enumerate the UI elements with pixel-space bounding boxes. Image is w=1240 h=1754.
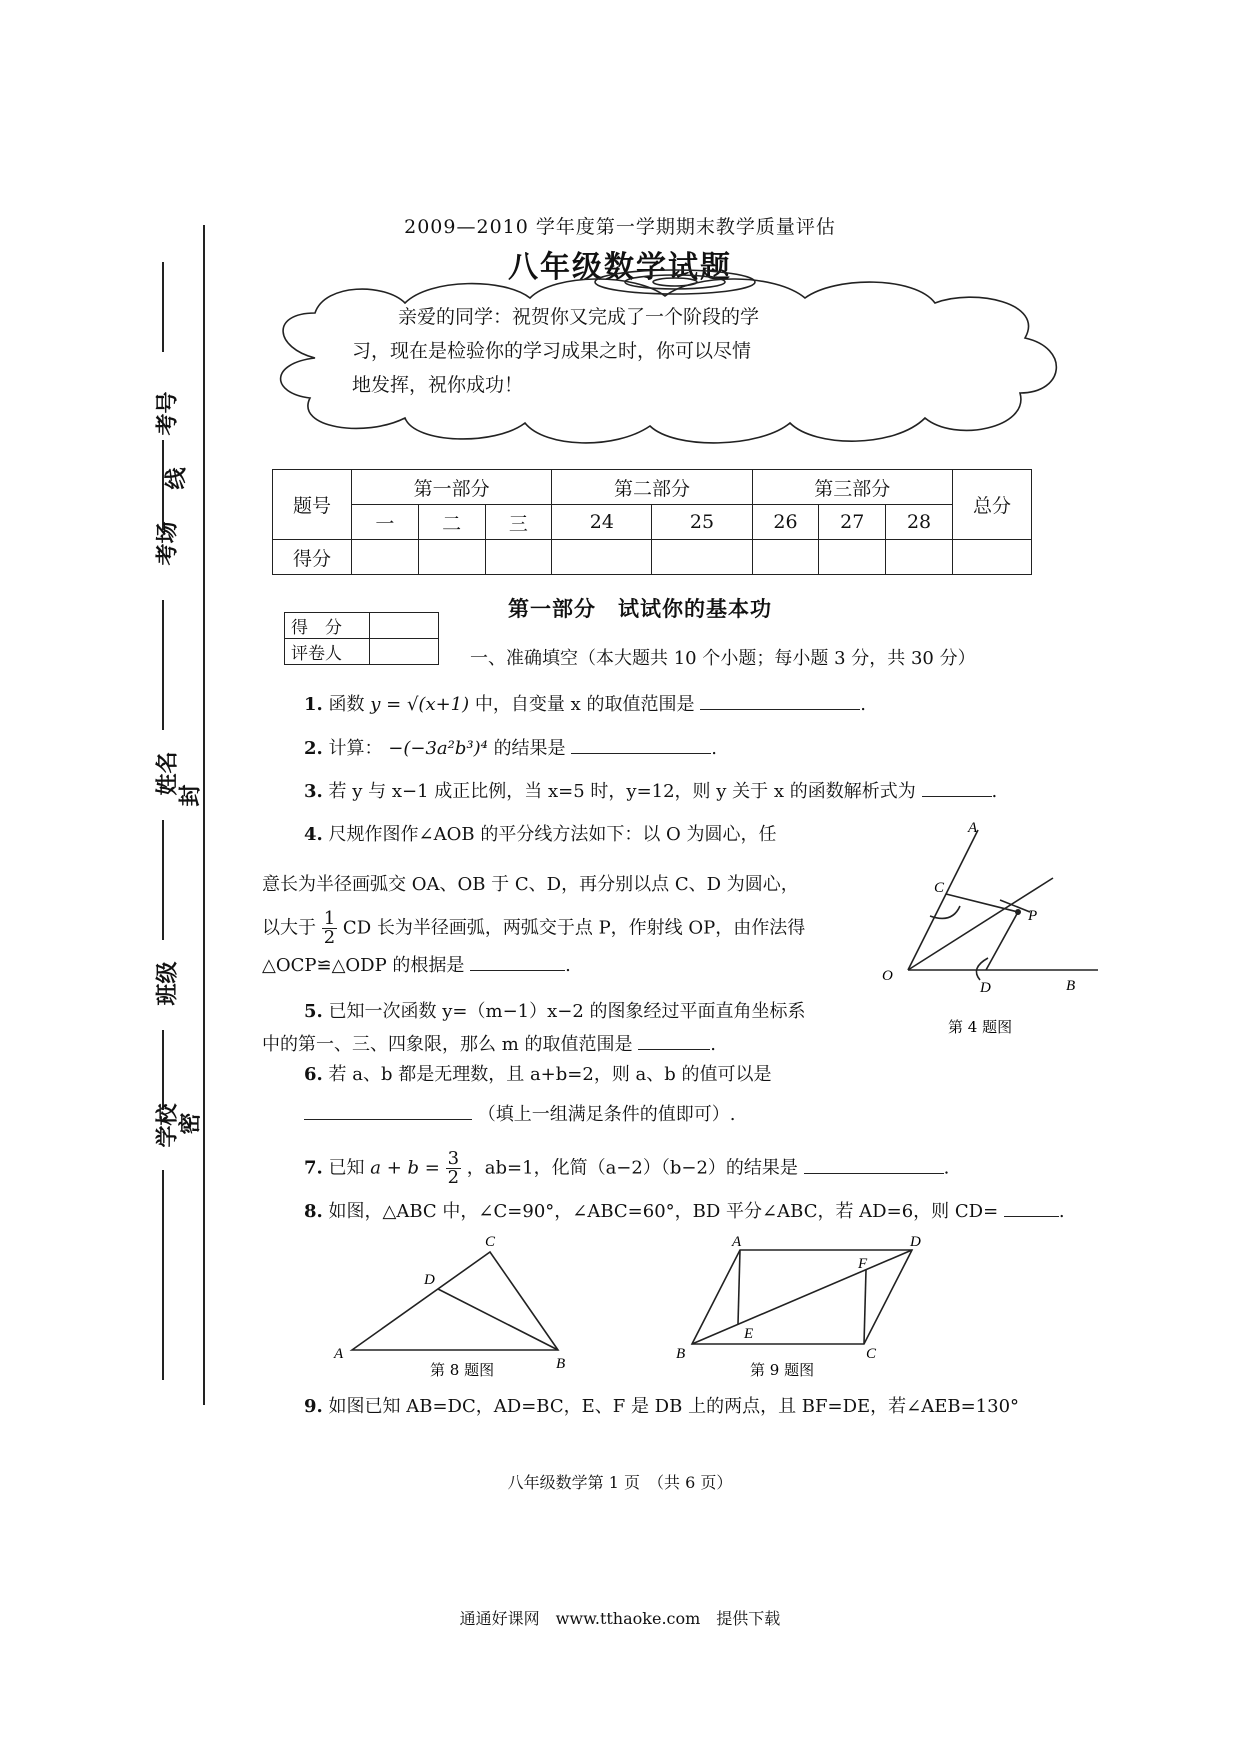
question-4-line-2: 意长为半径画弧交 OA、OB 于 C、D，再分别以点 C、D 为圆心， [262,874,799,895]
figure-8-caption: 第 8 题图 [430,1361,495,1379]
score-table-col: 三 [485,505,552,540]
question-5-line-1: 5. 已知一次函数 y=（m−1）x−2 的图象经过平面直角坐标系 [304,1001,806,1022]
score-cell[interactable] [886,540,953,575]
question-6-line-2: （填上一组满足条件的值即可）. [304,1103,735,1127]
label-xingming: 姓名 [154,751,181,796]
question-1: 1. 函数 y = √(x+1) 中，自变量 x 的取值范围是 . [304,694,866,715]
fig9-label-f: F [858,1256,868,1272]
answer-blank-8[interactable] [1004,1216,1059,1217]
fig4-label-d: D [980,980,991,996]
question-4-line-1: 4. 尺规作图作∠AOB 的平分线方法如下：以 O 为圆心，任 [304,824,777,845]
binding-mark-xian: 线 [163,467,190,490]
binding-line [203,225,205,1405]
segment-dp [986,912,1018,970]
fig9-label-b: B [676,1346,686,1362]
grader-score-cell[interactable] [370,613,439,639]
fig8-label-b: B [556,1356,566,1372]
xingming-underline [162,600,164,730]
score-cell[interactable] [552,540,652,575]
label-kaochang: 考场 [154,521,181,566]
score-cell[interactable] [652,540,752,575]
score-table-total: 总分 [953,470,1032,540]
score-table-part3: 第三部分 [752,470,952,505]
kaohao-underline [162,262,164,352]
score-table-label-question: 题号 [273,470,352,540]
fig8-label-d: D [424,1272,435,1288]
answer-blank-7[interactable] [804,1173,944,1174]
question-2: 2. 计算： −(−3a²b³)⁴ 的结果是 . [304,738,718,759]
score-table [272,469,1032,575]
fig8-label-c: C [485,1234,496,1250]
score-table-col: 27 [819,505,886,540]
answer-blank-1[interactable] [700,709,860,710]
question-6-line-1: 6. 若 a、b 都是无理数，且 a+b=2，则 a、b 的值可以是 [304,1064,772,1085]
page-number: 八年级数学第 1 页 （共 6 页） [507,1473,733,1492]
figure-4-caption: 第 4 题图 [948,1018,1013,1036]
score-table-col: 28 [886,505,953,540]
diagonal-bd [692,1250,912,1344]
answer-blank-5[interactable] [638,1049,710,1050]
score-cell[interactable] [418,540,485,575]
answer-blank-4[interactable] [470,970,565,971]
score-table-col: 一 [352,505,419,540]
fig4-label-c: C [934,880,945,896]
fig4-label-o: O [882,968,893,984]
fig4-label-p: P [1028,908,1038,924]
score-table-col: 24 [552,505,652,540]
score-cell-total[interactable] [953,540,1032,575]
question-5-line-2: 中的第一、三、四象限，那么 m 的取值范围是 . [262,1034,716,1055]
fig4-label-b: B [1066,978,1076,994]
fig9-label-c: C [866,1346,877,1362]
question-3: 3. 若 y 与 x−1 成正比例，当 x=5 时，y=12，则 y 关于 x 的函数解析式为 . [304,781,998,802]
fig9-label-e: E [744,1326,754,1342]
question-4-line-3: 以大于 $\frac{1}{2}$ CD 长为半径画弧，两弧交于点 P，作射线 OP，由作法得 [262,908,806,948]
segment-ae [738,1250,740,1324]
answer-blank-3[interactable] [922,796,992,797]
binding-mark-feng: 封 [177,784,204,807]
xuexiao-lower-underline [162,1170,164,1380]
exam-subtitle: 2009—2010 学年度第一学期期末教学质量评估 [404,216,836,238]
question-8: 8. 如图，△ABC 中，∠C=90°，∠ABC=60°，BD 平分∠ABC，若 AD=6，则 CD= . [304,1201,1065,1222]
grader-table [284,612,439,665]
question-4-line-4: △OCP≌△ODP 的根据是 . [262,955,571,976]
score-table-col: 26 [752,505,819,540]
fig4-label-a: A [968,820,978,836]
fraction-one-half: $\frac{1}{2}$ [323,908,336,948]
score-cell[interactable] [352,540,419,575]
cloud-line-1: 亲爱的同学：祝贺你又完成了一个阶段的学 [398,306,760,328]
figure-9 [672,1232,942,1382]
label-banji: 班级 [154,961,181,1006]
exam-title: 八年级数学试题 [508,250,732,285]
segment-cf [864,1270,866,1344]
banji-underline [162,820,164,940]
answer-blank-2[interactable] [571,753,711,754]
source-credit: 通通好课网 www.tthaoke.com 提供下载 [459,1609,781,1628]
fig8-label-a: A [334,1346,344,1362]
fig9-label-a: A [732,1234,742,1250]
score-cell[interactable] [819,540,886,575]
segment-bd [438,1289,558,1350]
score-cell[interactable] [752,540,819,575]
question-9: 9. 如图已知 AB=DC，AD=BC，E、F 是 DB 上的两点，且 BF=DE，若∠AEB=130° [304,1396,1020,1417]
section1-title: 第一部分 试试你的基本功 [508,596,772,621]
score-table-part1: 第一部分 [352,470,552,505]
grader-person-label: 评卷人 [285,639,370,665]
binding-mark-mi: 密 [177,1112,204,1135]
fraction-three-halves: $\frac{3}{2}$ [447,1148,460,1188]
score-table-part2: 第二部分 [552,470,752,505]
score-cell[interactable] [485,540,552,575]
grader-score-label: 得 分 [285,613,370,639]
ray-op [908,878,1053,970]
triangle-abc [352,1252,558,1350]
answer-blank-6[interactable] [304,1119,472,1120]
figure-9-caption: 第 9 题图 [750,1361,815,1379]
label-xuexiao: 学校 [154,1103,181,1148]
arc-c [930,906,960,918]
section1-heading: 一、准确填空（本大题共 10 个小题；每小题 3 分，共 30 分） [470,648,976,669]
figure-4 [868,820,1113,1055]
cloud-line-2: 习，现在是检验你的学习成果之时，你可以尽情 [352,340,752,362]
score-table-col: 25 [652,505,752,540]
score-table-label-score: 得分 [273,540,352,575]
question-7: 7. 已知 a + b = $\frac{3}{2}$ ，ab=1，化简（a−2）（b−2）的结果是 . [304,1148,950,1188]
score-table-col: 二 [418,505,485,540]
fig9-label-d: D [910,1234,921,1250]
grader-person-cell[interactable] [370,639,439,665]
cloud-line-3: 地发挥，祝你成功！ [352,374,524,396]
figure-8 [320,1232,580,1382]
label-kaohao: 考号 [154,391,181,436]
